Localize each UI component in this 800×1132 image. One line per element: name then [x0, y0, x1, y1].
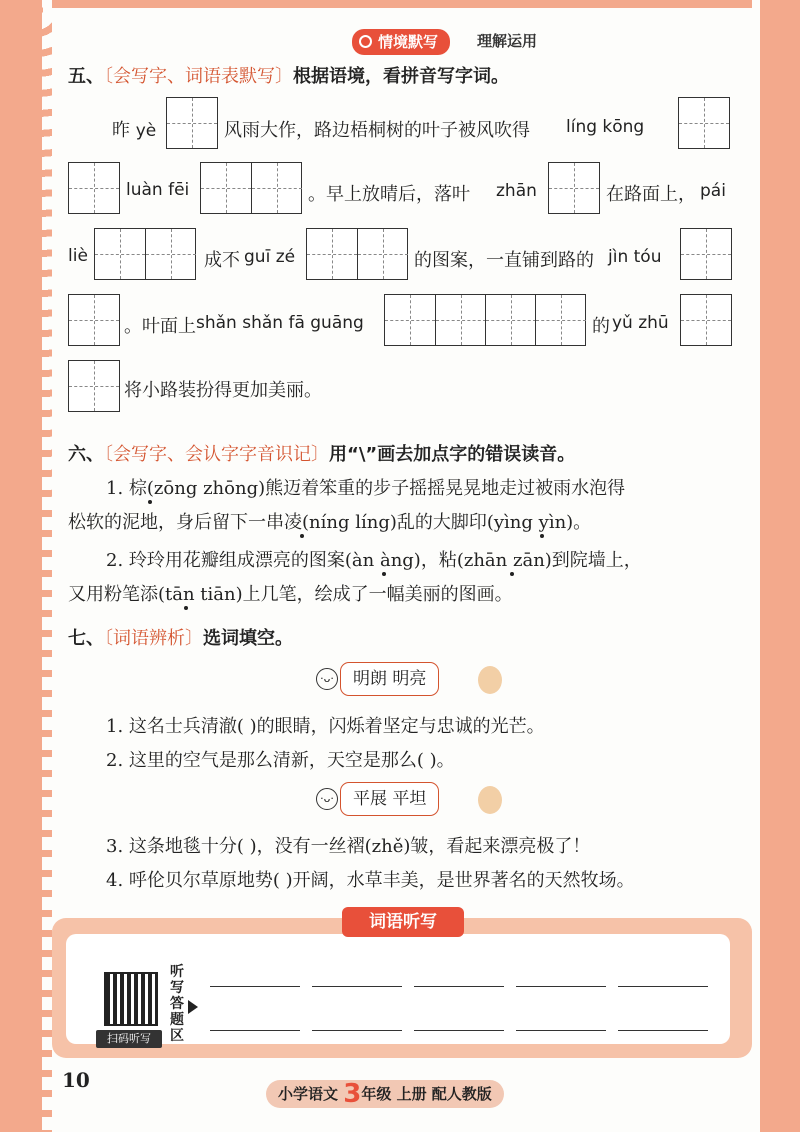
word-choice-1: 明朗 明亮	[340, 662, 439, 696]
dictation-title: 词语听写	[342, 907, 464, 937]
answer-box-jintou-1[interactable]	[680, 228, 732, 280]
answer-line[interactable]	[516, 1030, 606, 1031]
badge-label: 情境默写	[378, 33, 439, 51]
qr-label: 扫码听写	[96, 1030, 162, 1048]
left-wave-border	[36, 0, 52, 1132]
section5-title	[68, 62, 509, 88]
footer-edition: 年级 上册 配人教版	[361, 1085, 492, 1103]
qr-code-icon[interactable]	[104, 972, 158, 1026]
footer-banner	[266, 1080, 504, 1108]
moon-icon	[478, 666, 502, 694]
pinyin-zhan: zhān	[496, 181, 537, 201]
s5-text-5: 成不	[204, 250, 240, 271]
worksheet-page	[52, 0, 752, 1132]
section7-title	[68, 624, 293, 650]
pinyin-lie: liè	[68, 246, 88, 266]
answer-box-jintou-2[interactable]	[68, 294, 120, 346]
section6-tag: 〔会写字、会认字字音识记〕	[104, 444, 329, 465]
section5-number: 五、	[68, 66, 104, 87]
answer-line[interactable]	[414, 1030, 504, 1031]
s5-text-9: 将小路装扮得更加美丽。	[124, 380, 322, 401]
dictation-vertical-label: 听写答题区	[170, 964, 184, 1044]
s5-text-6: 的图案，一直铺到路的	[414, 250, 594, 271]
section6-heading: 用“\”画去加点字的错误读音。	[329, 444, 576, 465]
smile-icon: ·ᴗ·	[316, 788, 338, 810]
s5-text-4: 在路面上，	[606, 184, 696, 205]
s5-text-7: 。叶面上	[124, 316, 196, 337]
answer-box-yuzhu-1[interactable]	[680, 294, 732, 346]
answer-box-lingkong-2[interactable]	[68, 162, 120, 214]
answer-line[interactable]	[210, 1030, 300, 1031]
emphasis-dot	[540, 534, 544, 538]
answer-box-luanfei[interactable]	[200, 162, 302, 214]
pinyin-yuzhu: yǔ zhū	[612, 313, 669, 333]
section7-tag: 〔词语辨析〕	[104, 628, 203, 649]
section6-title	[68, 440, 575, 466]
s6-q1-line1: 1. 棕(zōng zhōng)熊迈着笨重的步子摇摇晃晃地走过被雨水泡得	[106, 478, 626, 499]
section5-heading: 根据语境，看拼音写字词。	[293, 66, 509, 87]
moon-icon	[478, 786, 502, 814]
pinyin-luanfei: luàn fēi	[126, 180, 190, 200]
answer-line[interactable]	[516, 986, 606, 987]
s6-q2-line2: 又用粉笔添(tān tiān)上几笔，绘成了一幅美丽的图画。	[68, 584, 513, 605]
badge-subtitle: 理解运用	[477, 32, 538, 50]
s6-q1-line2: 松软的泥地，身后留下一串凌(níng líng)乱的大脚印(yìng yìn)。	[68, 512, 592, 533]
answer-box-guize[interactable]	[306, 228, 408, 280]
s5-text-3: 。早上放晴后，落叶	[308, 184, 470, 205]
section7-heading: 选词填空。	[203, 628, 293, 649]
s7-q4: 4. 呼伦贝尔草原地势( )开阔，水草丰美，是世界著名的天然牧场。	[106, 870, 635, 891]
emphasis-dot	[300, 534, 304, 538]
emphasis-dot	[510, 572, 514, 576]
emphasis-dot	[184, 606, 188, 610]
section5-tag: 〔会写字、词语表默写〕	[104, 66, 293, 87]
page-number: 10	[62, 1068, 90, 1092]
answer-line[interactable]	[618, 986, 708, 987]
pinyin-lingkong: líng kōng	[566, 117, 645, 137]
s5-text-1: 昨	[112, 120, 130, 141]
answer-box-zhan[interactable]	[548, 162, 600, 214]
dictation-area	[66, 934, 730, 1044]
word-choice-2: 平展 平坦	[340, 782, 439, 816]
s5-text-2: 风雨大作，路边梧桐树的叶子被风吹得	[224, 120, 530, 141]
pinyin-pai: pái	[700, 181, 726, 201]
dictation-panel	[52, 918, 752, 1058]
answer-line[interactable]	[312, 986, 402, 987]
arrow-right-icon	[188, 1000, 198, 1014]
s7-q1: 1. 这名士兵清澈( )的眼睛，闪烁着坚定与忠诚的光芒。	[106, 716, 545, 737]
footer-subject: 小学语文	[278, 1085, 339, 1103]
answer-line[interactable]	[312, 1030, 402, 1031]
s5-text-8: 的	[592, 316, 610, 337]
answer-box-lingkong-1[interactable]	[678, 97, 730, 149]
s6-q2-line1: 2. 玲玲用花瓣组成漂亮的图案(àn àng)，粘(zhān zān)到院墙上，	[106, 550, 642, 571]
s5-text	[112, 116, 156, 142]
pinyin-jintou: jìn tóu	[608, 247, 662, 267]
emphasis-dot	[148, 500, 152, 504]
section6-number: 六、	[68, 444, 104, 465]
answer-line[interactable]	[618, 1030, 708, 1031]
answer-box-yuzhu-2[interactable]	[68, 360, 120, 412]
section7-number: 七、	[68, 628, 104, 649]
section-badge	[352, 29, 450, 55]
top-border	[52, 0, 752, 8]
footer-grade: 3	[343, 1079, 362, 1109]
answer-box-pailie[interactable]	[94, 228, 196, 280]
record-icon	[359, 35, 372, 48]
right-border	[760, 0, 800, 1132]
pinyin-ye: yè	[135, 121, 157, 141]
smile-icon: ·ᴗ·	[316, 668, 338, 690]
answer-line[interactable]	[414, 986, 504, 987]
answer-line[interactable]	[210, 986, 300, 987]
pinyin-shanshanfaguang: shǎn shǎn fā guāng	[196, 313, 364, 333]
answer-box-ye[interactable]	[166, 97, 218, 149]
emphasis-dot	[382, 572, 386, 576]
pinyin-guize: guī zé	[244, 247, 296, 267]
s7-q3: 3. 这条地毯十分( )，没有一丝褶(zhě)皱，看起来漂亮极了！	[106, 836, 591, 857]
answer-box-shanshanfaguang[interactable]	[384, 294, 586, 346]
s7-q2: 2. 这里的空气是那么清新，天空是那么( )。	[106, 750, 455, 771]
